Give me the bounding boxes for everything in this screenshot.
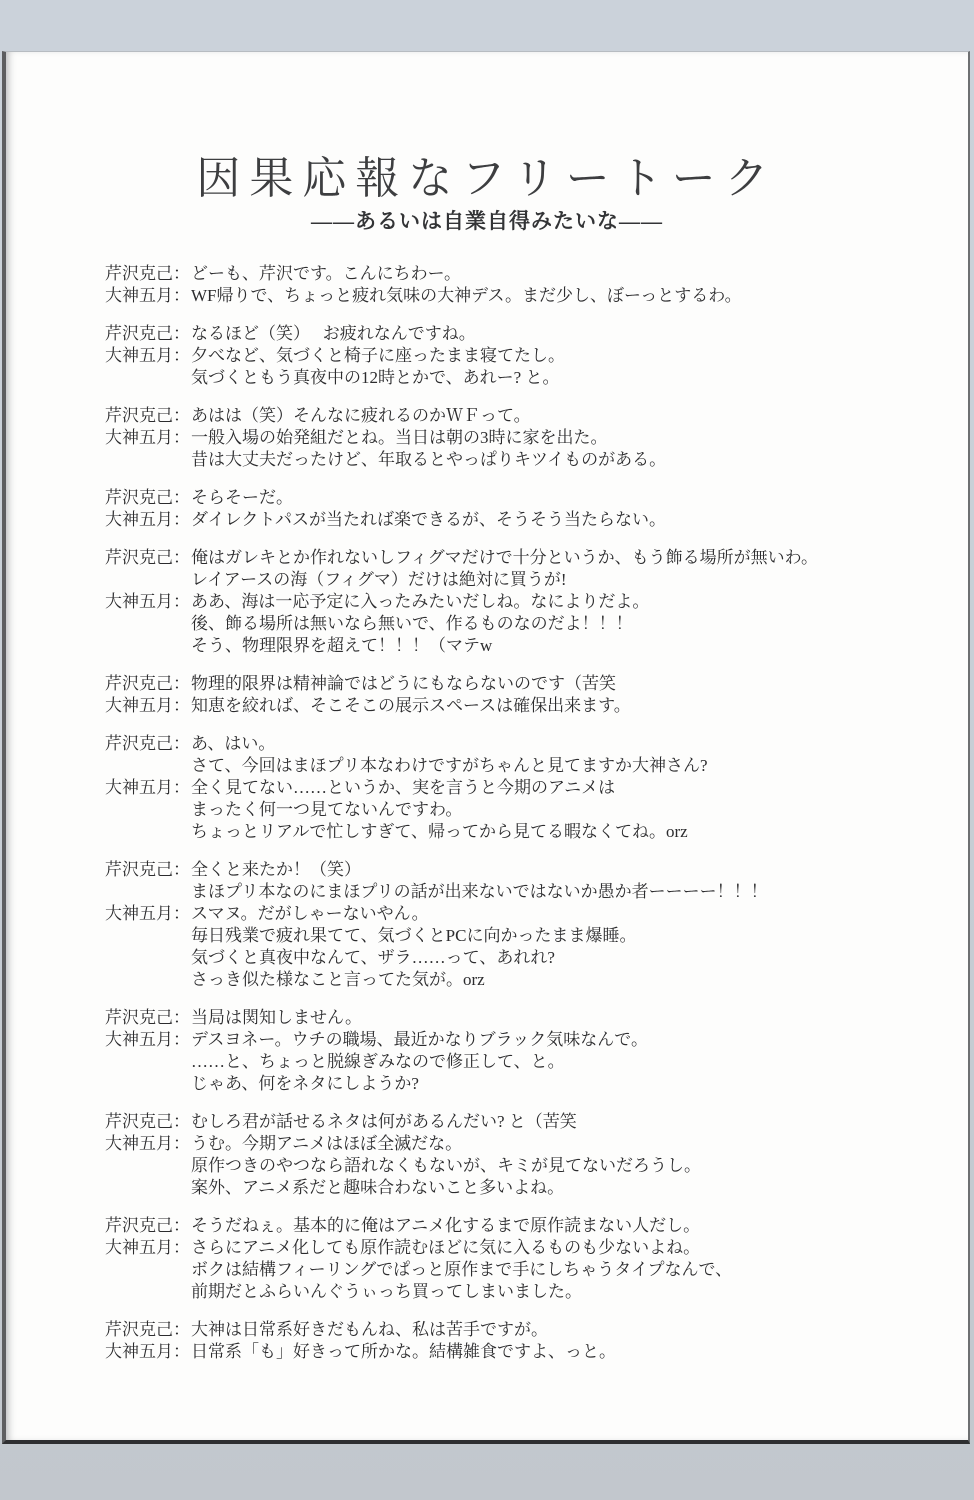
dialogue-group [105, 323, 938, 389]
speaker-label: 芹沢克己： [105, 734, 190, 753]
dialogue-group [105, 263, 938, 307]
dialogue-line: 大神は日常系好きだもんね、私は苦手ですが。 [191, 1320, 548, 1339]
dialogue-turn [105, 427, 938, 471]
dialogue-line: 知恵を絞れば、そこそこの展示スペースは確保出来ます。 [191, 696, 631, 715]
dialogue-turn [105, 1319, 938, 1341]
dialogue-line: ちょっとリアルで忙しすぎて、帰ってから見てる暇なくてね。orz [191, 822, 688, 841]
dialogue-line: 当局は関知しません。 [191, 1008, 363, 1027]
dialogue-line: 後、飾る場所は無いなら無いで、作るものなのだよ！！！ [191, 614, 633, 633]
dialogue-turn [105, 1007, 938, 1029]
speaker-label: 芹沢克己： [105, 1008, 190, 1027]
dialogue-line: ああ、海は一応予定に入ったみたいだしね。なによりだよ。 [191, 592, 650, 611]
dialogue-line: 日常系「も」好きって所かな。結構雑食ですよ、っと。 [191, 1342, 616, 1361]
dialogue-line: むしろ君が話せるネタは何があるんだい? と（苦笑 [191, 1112, 577, 1131]
dialogue-lines [191, 345, 938, 389]
dialogue-lines [191, 263, 938, 285]
dialogue-turn [105, 777, 938, 843]
dialogue-line: どーも、芹沢です。こんにちわー。 [191, 264, 461, 283]
dialogue-line: ボクは結構フィーリングでぱっと原作まで手にしちゃうタイプなんで、 [191, 1260, 733, 1279]
dialogue-line: 物理的限界は精神論ではどうにもならないのです（苦笑 [191, 674, 616, 693]
speaker-label: 芹沢克己： [105, 548, 190, 567]
dialogue-line: まったく何一つ見てないんですわ。 [191, 800, 463, 819]
dialogue-lines [191, 1319, 938, 1341]
speaker-label: 芹沢克己： [105, 406, 190, 425]
dialogue-group [105, 547, 938, 657]
dialogue-line: 全くと来たか！（笑） [191, 860, 361, 879]
dialogue-line: 俺はガレキとか作れないしフィグマだけで十分というか、もう飾る場所が無いわ。 [191, 548, 818, 567]
dialogue-line: 前期だとふらいんぐうぃっち買ってしまいました。 [191, 1282, 582, 1301]
dialogue-lines [191, 1007, 938, 1029]
dialogue-lines [191, 1029, 938, 1095]
dialogue-lines [191, 509, 938, 531]
dialogue-lines [191, 903, 938, 991]
dialogue-line: さらにアニメ化しても原作読むほどに気に入るものも少ないよね。 [191, 1238, 701, 1257]
dialogue-line: デスヨネー。ウチの職場、最近かなりブラック気味なんで。 [191, 1030, 648, 1049]
dialogue-group [105, 1215, 938, 1303]
dialogue-lines [191, 733, 938, 777]
dialogue-line: 一般入場の始発組だとね。当日は朝の3時に家を出た。 [191, 428, 608, 447]
speaker-label: 芹沢克己： [105, 1320, 190, 1339]
dialogue-line: じゃあ、何をネタにしようか? [191, 1074, 419, 1093]
dialogue-line: WF帰りで、ちょっと疲れ気味の大神デス。まだ少し、ぼーっとするわ。 [191, 286, 742, 305]
dialogue-group [105, 1319, 938, 1363]
dialogue-lines [191, 1111, 938, 1133]
dialogue-lines [191, 547, 938, 591]
speaker-label: 大神五月： [105, 1134, 190, 1153]
dialogue-turn [105, 345, 938, 389]
dialogue-lines [191, 1237, 938, 1303]
dialogue-line: 気づくともう真夜中の12時とかで、あれー? と。 [191, 368, 560, 387]
dialogue-line: さっき似た様なこと言ってた気が。orz [191, 970, 485, 989]
dialogue-group [105, 487, 938, 531]
dialogue-line: 気づくと真夜中なんて、ザラ……って、あれれ? [191, 948, 555, 967]
dialogue-lines [191, 591, 938, 657]
dialogue-turn [105, 591, 938, 657]
dialogue-line: 夕べなど、気づくと椅子に座ったまま寝てたし。 [191, 346, 565, 365]
dialogue-lines [191, 1215, 938, 1237]
dialogue-turn [105, 673, 938, 695]
dialogue-turn [105, 733, 938, 777]
dialogue-turn [105, 285, 938, 307]
dialogue-lines [191, 427, 938, 471]
dialogue-turn [105, 1341, 938, 1363]
dialogue-line: ダイレクトパスが当たれば楽できるが、そうそう当たらない。 [191, 510, 666, 529]
dialogue-line: 原作つきのやつなら語れなくもないが、キミが見てないだろうし。 [191, 1156, 701, 1175]
speaker-label: 大神五月： [105, 778, 190, 797]
speaker-label: 芹沢克己： [105, 860, 190, 879]
dialogue-line: ……と、ちょっと脱線ぎみなので修正して、と。 [191, 1052, 565, 1071]
dialogue-line: そう、物理限界を超えて！！！（マテw [191, 636, 493, 655]
dialogue-lines [191, 405, 938, 427]
dialogue-line: そらそーだ。 [191, 488, 293, 507]
speaker-label: 芹沢克己： [105, 674, 190, 693]
dialogue-group [105, 733, 938, 843]
speaker-label: 芹沢克己： [105, 1216, 190, 1235]
dialogue-line: うむ。今期アニメはほぼ全滅だな。 [191, 1134, 463, 1153]
page-title: 因果応報なフリートーク [196, 154, 778, 203]
dialogue-line: 毎日残業で疲れ果てて、気づくとPCに向かったまま爆睡。 [191, 926, 637, 945]
dialogue-line: あ、はい。 [191, 734, 276, 753]
dialogue-turn [105, 405, 938, 427]
dialogue-line: スマヌ。だがしゃーないやん。 [191, 904, 429, 923]
dialogue-group [105, 859, 938, 991]
dialogue-turn [105, 547, 938, 591]
dialogue-group [105, 673, 938, 717]
speaker-label: 芹沢克己： [105, 1112, 190, 1131]
dialogue-lines [191, 859, 938, 903]
dialogue-turn [105, 487, 938, 509]
speaker-label: 芹沢克己： [105, 324, 190, 343]
speaker-label: 大神五月： [105, 1342, 190, 1361]
dialogue-turn [105, 263, 938, 285]
dialogue-turn [105, 1215, 938, 1237]
dialogue-lines [191, 487, 938, 509]
dialogue-lines [191, 777, 938, 843]
dialogue-lines [191, 673, 938, 695]
dialogue-turn [105, 695, 938, 717]
dialogue-lines [191, 695, 938, 717]
speaker-label: 大神五月： [105, 428, 190, 447]
speaker-label: 芹沢克己： [105, 264, 190, 283]
dialogue-turn [105, 1111, 938, 1133]
dialogue-turn [105, 1133, 938, 1199]
dialogue-turn [105, 323, 938, 345]
dialogue-turn [105, 903, 938, 991]
dialogue-line: あはは（笑）そんなに疲れるのかＷＦって。 [191, 406, 531, 425]
dialogue-turn [105, 1237, 938, 1303]
dialogue-line: 昔は大丈夫だったけど、年取るとやっぱりキツイものがある。 [191, 450, 667, 469]
dialogue [6, 263, 968, 1363]
speaker-label: 芹沢克己： [105, 488, 190, 507]
speaker-label: 大神五月： [105, 1238, 190, 1257]
dialogue-turn [105, 509, 938, 531]
dialogue-line: 案外、アニメ系だと趣味合わないこと多いよね。 [191, 1178, 565, 1197]
page [2, 51, 970, 1444]
speaker-label: 大神五月： [105, 510, 190, 529]
speaker-label: 大神五月： [105, 592, 190, 611]
dialogue-lines [191, 285, 938, 307]
dialogue-lines [191, 1341, 938, 1363]
speaker-label: 大神五月： [105, 1030, 190, 1049]
dialogue-line: まほプリ本なのにまほプリの話が出来ないではないか愚か者ーーーー！！！ [191, 882, 768, 901]
dialogue-lines [191, 1133, 938, 1199]
speaker-label: 大神五月： [105, 904, 190, 923]
dialogue-group [105, 1111, 938, 1199]
speaker-label: 大神五月： [105, 696, 190, 715]
dialogue-line: そうだねぇ。基本的に俺はアニメ化するまで原作読まない人だし。 [191, 1216, 701, 1235]
speaker-label: 大神五月： [105, 286, 190, 305]
dialogue-line: レイアースの海（フィグマ）だけは絶対に買うが! [191, 570, 567, 589]
dialogue-line: 全く見てない……というか、実を言うと今期のアニメは [191, 778, 616, 797]
page-subtitle: ――あるいは自業自得みたいな―― [311, 209, 663, 233]
dialogue-line: なるほど（笑） お疲れなんですね。 [191, 324, 476, 343]
dialogue-turn [105, 1029, 938, 1095]
speaker-label: 大神五月： [105, 346, 190, 365]
dialogue-group [105, 1007, 938, 1095]
dialogue-group [105, 405, 938, 471]
dialogue-turn [105, 859, 938, 903]
dialogue-line: さて、今回はまほプリ本なわけですがちゃんと見てますか大神さん? [191, 756, 708, 775]
dialogue-lines [191, 323, 938, 345]
